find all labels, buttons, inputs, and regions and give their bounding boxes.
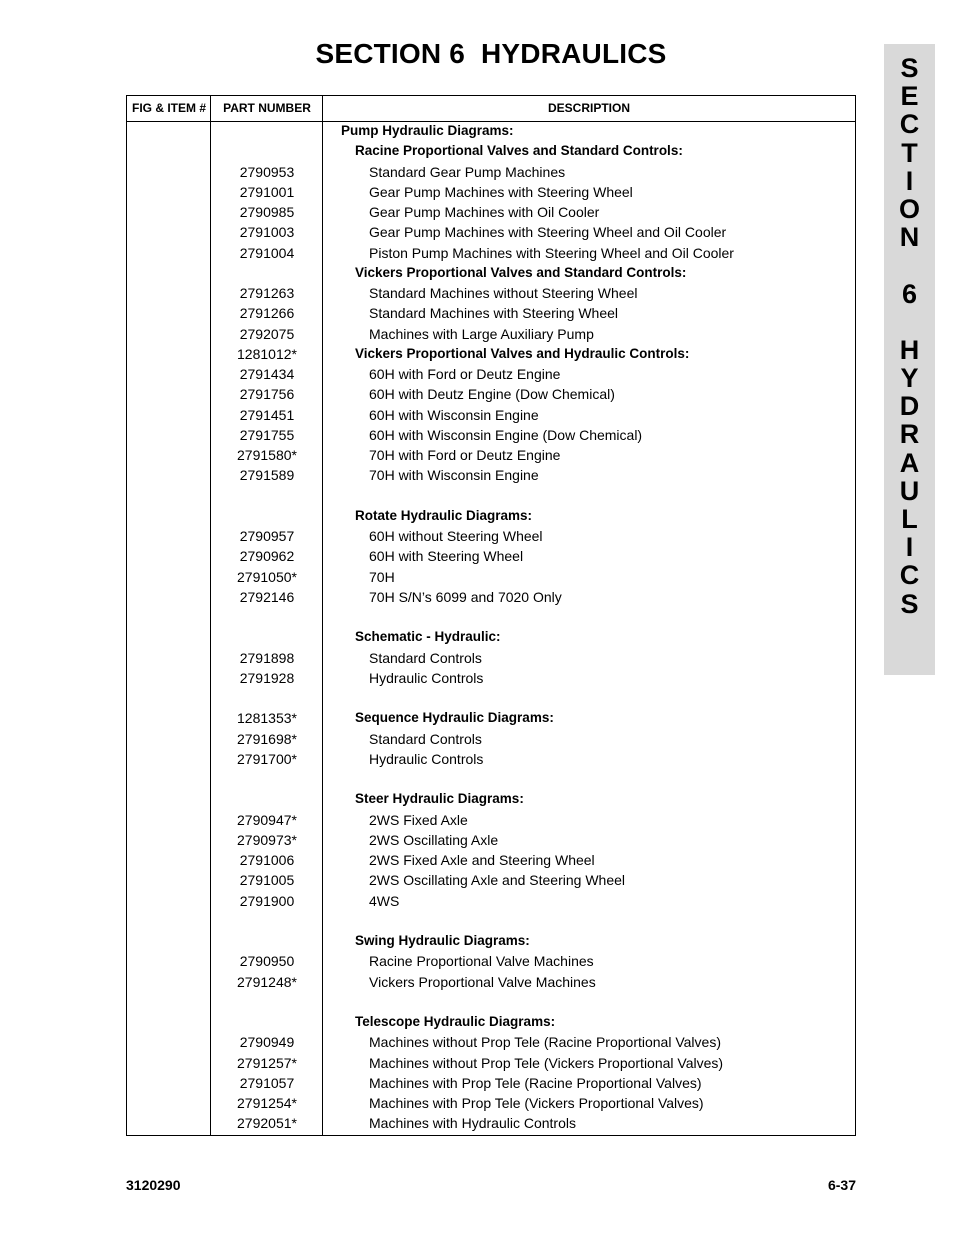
table-row [127, 1073, 855, 1093]
part-number-cell: 2791700* [237, 750, 297, 767]
table-row [127, 891, 855, 911]
description-cell: Machines with Prop Tele (Vickers Proportional Valves) [369, 1095, 704, 1111]
table-row [127, 486, 855, 506]
description-cell: Machines with Prop Tele (Racine Proportional Valves) [369, 1074, 702, 1091]
table-row [127, 324, 855, 344]
part-number-cell: 2790973* [237, 831, 297, 848]
table-row [127, 506, 855, 526]
table-row [127, 708, 855, 728]
description-cell: 60H with Wisconsin Engine [369, 406, 539, 423]
description-cell: 60H with Ford or Deutz Engine [369, 366, 561, 382]
description-cell: Steer Hydraulic Diagrams: [355, 791, 524, 807]
description-cell: 60H without Steering Wheel [369, 528, 543, 544]
description-cell: 4WS [369, 892, 400, 909]
description-cell: Schematic - Hydraulic: [355, 629, 501, 645]
table-row [127, 769, 855, 789]
part-number-cell: 2792146 [239, 588, 295, 605]
table-row [127, 283, 855, 303]
description-cell: Vickers Proportional Valve Machines [369, 973, 596, 990]
part-number-cell [211, 789, 323, 809]
part-number-cell: 2791451 [239, 406, 295, 423]
tab-letter: R [899, 419, 920, 450]
description-cell [323, 992, 369, 1012]
description-cell [323, 607, 369, 627]
description-cell: Gear Pump Machines with Steering Wheel [369, 183, 633, 200]
table-row [127, 526, 855, 546]
part-number-cell [211, 688, 323, 708]
part-number-cell: 2791755 [239, 426, 295, 443]
tab-letter: U [899, 475, 920, 506]
table-row [127, 870, 855, 890]
table-row [127, 222, 855, 242]
description-cell: Standard Controls [369, 649, 482, 666]
tab-letter: T [901, 137, 918, 168]
description-cell: Telescope Hydraulic Diagrams: [355, 1014, 556, 1029]
table-row [127, 931, 855, 951]
part-number-cell [211, 911, 323, 931]
part-number-cell [211, 769, 323, 789]
description-cell: Machines without Prop Tele (Racine Proportional Valves) [369, 1034, 721, 1051]
tab-letter: O [898, 193, 920, 224]
part-number-cell: 2791266 [239, 305, 295, 322]
part-number-cell: 2791900 [239, 892, 295, 909]
table-row [127, 162, 855, 182]
description-cell: Pump Hydraulic Diagrams: [341, 123, 514, 138]
table-row [127, 243, 855, 263]
description-cell: Sequence Hydraulic Diagrams: [355, 710, 554, 726]
part-number-cell: 2791434 [239, 366, 295, 382]
table-row [127, 567, 855, 587]
part-number-cell [211, 121, 323, 141]
tab-letter: C [899, 109, 920, 140]
header-description: DESCRIPTION [547, 101, 630, 115]
part-number-cell: 1281353* [237, 710, 297, 727]
table-row [127, 445, 855, 465]
tab-letter: Y [900, 363, 919, 394]
table-row [127, 141, 855, 161]
tab-letter: N [899, 222, 920, 253]
table-row [127, 1032, 855, 1052]
description-cell [323, 688, 369, 708]
table-row [127, 789, 855, 809]
side-tab-letters [884, 54, 935, 618]
part-number-cell: 2791004 [239, 244, 295, 261]
part-number-cell [211, 263, 323, 283]
table-row [127, 465, 855, 485]
part-number-cell: 2790957 [239, 528, 295, 544]
part-number-cell [211, 486, 323, 506]
description-cell: 2WS Oscillating Axle and Steering Wheel [369, 872, 626, 889]
part-number-cell: 1281012* [237, 345, 297, 362]
description-cell: Machines with Hydraulic Controls [369, 1115, 576, 1132]
tab-letter: D [899, 391, 920, 422]
table-row [127, 1113, 855, 1133]
table-row [127, 263, 855, 283]
description-cell: Piston Pump Machines with Steering Wheel and Oil Cooler [369, 244, 734, 261]
description-cell: Standard Controls [369, 730, 482, 747]
description-cell: Rotate Hydraulic Diagrams: [355, 507, 533, 523]
description-cell [323, 911, 369, 931]
description-cell: 60H with Wisconsin Engine (Dow Chemical) [369, 426, 643, 443]
table-row [127, 830, 855, 850]
table-row [127, 749, 855, 769]
table-row [127, 202, 855, 222]
table-row [127, 384, 855, 404]
part-number-cell [211, 506, 323, 526]
tab-letter: L [901, 504, 918, 534]
page-title: SECTION 6 HYDRAULICS [315, 38, 667, 69]
table-row [127, 668, 855, 688]
description-cell: 70H S/N’s 6099 and 7020 Only [369, 588, 562, 605]
header-fig-item: FIG & ITEM # [131, 101, 206, 115]
part-number-cell: 2791001 [239, 183, 295, 200]
part-number-cell: 2790985 [239, 204, 295, 220]
table-row [127, 992, 855, 1012]
tab-letter: E [900, 81, 919, 112]
part-number-cell [211, 141, 323, 161]
description-cell [323, 486, 369, 506]
table-row [127, 182, 855, 202]
part-number-cell: 2791756 [239, 386, 295, 403]
part-number-cell [211, 607, 323, 627]
part-number-cell: 2791254* [237, 1095, 297, 1111]
tab-letter: C [899, 560, 920, 591]
part-number-cell [211, 1012, 323, 1032]
table-row [127, 607, 855, 627]
table-row [127, 810, 855, 830]
description-cell: Hydraulic Controls [369, 750, 484, 767]
description-cell: 70H with Wisconsin Engine [369, 467, 539, 484]
part-number-cell: 2791248* [237, 973, 297, 990]
table-row [127, 546, 855, 566]
footer-page-number: 6-37 [827, 1177, 856, 1193]
tab-letter: A [899, 447, 920, 478]
part-number-cell: 2792051* [237, 1115, 297, 1132]
table-row [127, 587, 855, 607]
description-cell: 2WS Fixed Axle [369, 811, 468, 828]
tab-letter: S [900, 588, 919, 619]
description-cell: 70H with Ford or Deutz Engine [369, 447, 561, 463]
part-number-cell [211, 627, 323, 647]
description-cell: Racine Proportional Valves and Standard Controls: [355, 143, 683, 159]
description-cell: Standard Gear Pump Machines [369, 163, 566, 180]
description-cell: Machines without Prop Tele (Vickers Proportional Valves) [369, 1054, 724, 1071]
table-row [127, 627, 855, 647]
part-number-cell: 2791257* [237, 1054, 297, 1071]
part-number-cell: 2790949 [239, 1034, 295, 1051]
table-row [127, 303, 855, 323]
part-number-cell: 2792075 [239, 325, 295, 342]
part-number-cell: 2791698* [237, 730, 297, 747]
part-number-cell: 2791057 [239, 1074, 295, 1091]
part-number-cell: 2791005 [239, 872, 295, 889]
tab-letter: H [899, 334, 920, 365]
description-cell: 60H with Steering Wheel [369, 548, 524, 565]
description-cell: Standard Machines with Steering Wheel [369, 305, 619, 322]
table-body [127, 121, 855, 1134]
part-number-cell: 2791006 [239, 852, 295, 868]
description-cell: 2WS Fixed Axle and Steering Wheel [369, 852, 595, 868]
table-row [127, 405, 855, 425]
part-number-cell: 2791589 [239, 467, 295, 484]
table-row [127, 911, 855, 931]
table-row [127, 425, 855, 445]
description-cell: Racine Proportional Valve Machines [369, 953, 594, 970]
table-row [127, 648, 855, 668]
tab-letter: S [900, 53, 919, 83]
part-number-cell: 2790947* [237, 811, 297, 828]
description-cell: Standard Machines without Steering Wheel [369, 285, 638, 301]
table-row [127, 951, 855, 971]
description-cell [323, 769, 369, 789]
description-cell: Swing Hydraulic Diagrams: [355, 933, 530, 948]
description-cell: Machines with Large Auxiliary Pump [369, 325, 594, 342]
table-row [127, 121, 855, 141]
table-row [127, 729, 855, 749]
description-cell: 2WS Oscillating Axle [369, 831, 499, 848]
tab-letter: I [905, 165, 914, 196]
tab-letter: 6 [901, 278, 918, 309]
part-number-cell: 2790950 [239, 953, 295, 970]
part-number-cell: 2790953 [239, 163, 295, 180]
part-number-cell [211, 992, 323, 1012]
description-cell: Gear Pump Machines with Steering Wheel and Oil Cooler [369, 224, 727, 241]
part-number-cell: 2791050* [237, 568, 297, 585]
table-row [127, 1053, 855, 1073]
part-number-cell: 2791263 [239, 285, 295, 301]
table-row [127, 1012, 855, 1032]
part-number-cell [211, 931, 323, 951]
header-part-number: PART NUMBER [223, 101, 311, 115]
description-cell: Vickers Proportional Valves and Standard Controls: [355, 264, 687, 280]
part-number-cell: 2790962 [239, 548, 295, 565]
table-row [127, 850, 855, 870]
parts-table [126, 95, 856, 1136]
table-row [127, 688, 855, 708]
description-cell: Vickers Proportional Valves and Hydraulic Controls: [355, 345, 690, 361]
part-number-cell: 2791898 [239, 649, 295, 666]
table-row [127, 972, 855, 992]
description-cell: Hydraulic Controls [369, 669, 484, 686]
table-row [127, 1093, 855, 1113]
part-number-cell: 2791928 [239, 669, 295, 686]
footer-doc-number: 3120290 [126, 1177, 181, 1193]
part-number-cell: 2791580* [237, 447, 297, 463]
description-cell: 60H with Deutz Engine (Dow Chemical) [369, 386, 615, 403]
table-row [127, 344, 855, 364]
description-cell: Gear Pump Machines with Oil Cooler [369, 204, 600, 220]
section-side-tab [884, 44, 935, 675]
part-number-cell: 2791003 [239, 224, 295, 241]
tab-letter: I [905, 532, 914, 563]
table-header [127, 96, 855, 122]
table-row [127, 364, 855, 384]
description-cell: 70H [369, 568, 395, 585]
